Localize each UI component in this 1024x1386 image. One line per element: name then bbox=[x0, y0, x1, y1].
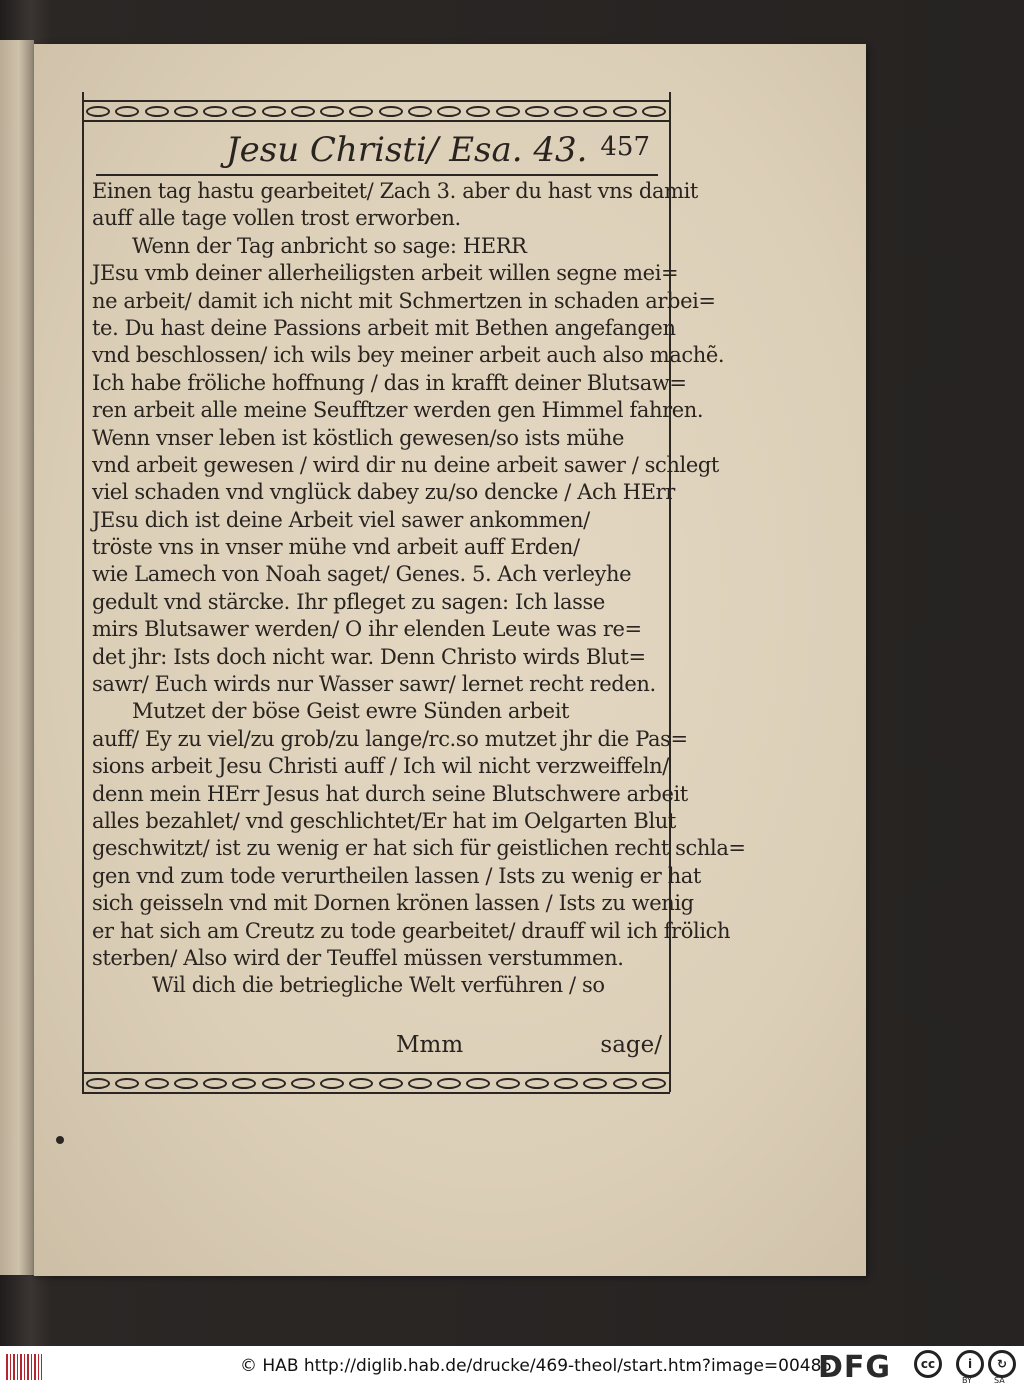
catchword: sage/ bbox=[600, 1032, 662, 1058]
text-line: wie Lamech von Noah saget/ Genes. 5. Ach verleyhe bbox=[92, 562, 632, 587]
page-header bbox=[96, 128, 658, 176]
text-line: geschwitzt/ ist zu wenig er hat sich für geistlichen recht schla= bbox=[92, 836, 746, 861]
dfg-logo: DFG bbox=[818, 1350, 892, 1385]
text-line: Wenn vnser leben ist köstlich gewesen/so ists mühe bbox=[92, 425, 625, 450]
text-line: ren arbeit alle meine Seufftzer werden gen Himmel fahren. bbox=[92, 398, 704, 423]
text-line: mirs Blutsawer werden/ O ihr elenden Leute was re= bbox=[92, 617, 642, 642]
ink-spot bbox=[56, 1136, 64, 1144]
text-line: auff alle tage vollen trost erworben. bbox=[92, 206, 461, 231]
text-line: sterben/ Also wird der Teuffel müssen verstummen. bbox=[92, 945, 624, 970]
text-line: Einen tag hastu gearbeitet/ Zach 3. aber du hast vns damit bbox=[92, 179, 698, 203]
by-label: BY bbox=[962, 1376, 972, 1385]
text-line: er hat sich am Creutz zu tode gearbeitet/ drauff wil ich frölich bbox=[92, 918, 731, 943]
text-line: Mutzet der böse Geist ewre Sünden arbeit bbox=[132, 699, 570, 724]
text-line: tröste vns in vnser mühe vnd arbeit auff Erden/ bbox=[92, 535, 580, 560]
text-line: gen vnd zum tode verurtheilen lassen / Ists zu wenig er hat bbox=[92, 863, 701, 888]
creative-commons-icon: cc bbox=[914, 1350, 942, 1378]
text-line: det jhr: Ists doch nicht war. Denn Christo wirds Blut= bbox=[92, 644, 646, 669]
top-ornament-border bbox=[82, 100, 670, 122]
text-line: gedult vnd stärcke. Ihr pfleget zu sagen: Ich lasse bbox=[92, 589, 605, 614]
text-line: vnd arbeit gewesen / wird dir nu deine arbeit sawer / schlegt bbox=[92, 452, 719, 477]
attribution-icon: i bbox=[956, 1350, 984, 1378]
text-line: vnd beschlossen/ ich wils bey meiner arbeit auch also machẽ. bbox=[92, 343, 725, 368]
text-line: viel schaden vnd vnglück dabey zu/so dencke / Ach HErr bbox=[92, 480, 675, 505]
text-line: JEsu dich ist deine Arbeit viel sawer ankommen/ bbox=[92, 507, 590, 532]
text-line: sions arbeit Jesu Christi auff / Ich wil nicht verzweiffeln/ bbox=[92, 754, 669, 779]
text-line: auff/ Ey zu viel/zu grob/zu lange/rc.so mutzet jhr die Pas= bbox=[92, 726, 688, 751]
barcode-icon bbox=[6, 1354, 42, 1380]
running-head: Jesu Christi/ Esa. 43. bbox=[226, 130, 588, 170]
bottom-ornament-border bbox=[82, 1072, 670, 1094]
text-line: sich geisseln vnd mit Dornen krönen lassen / Ists zu wenig bbox=[92, 891, 694, 916]
catchword-line bbox=[92, 1032, 666, 1062]
text-line: Wenn der Tag anbricht so sage: HERR bbox=[132, 233, 527, 258]
footer-bar bbox=[0, 1346, 1024, 1386]
text-line: alles bezahlet/ vnd geschlichtet/Er hat im Oelgarten Blut bbox=[92, 808, 676, 833]
copyright-link[interactable]: © HAB http://diglib.hab.de/drucke/469-theol/start.htm?image=00485 bbox=[240, 1356, 833, 1376]
text-line: denn mein HErr Jesus hat durch seine Blutschwere arbeit bbox=[92, 781, 688, 806]
page-number: 457 bbox=[600, 132, 650, 162]
share-alike-icon: ↻ bbox=[988, 1350, 1016, 1378]
text-line: Wil dich die betriegliche Welt verführen / so bbox=[152, 973, 605, 998]
text-line: Ich habe fröliche hoffnung / das in krafft deiner Blutsaw= bbox=[92, 370, 687, 395]
sa-label: SA bbox=[994, 1376, 1005, 1385]
text-line: JEsu vmb deiner allerheiligsten arbeit willen segne mei= bbox=[92, 261, 679, 286]
text-line: ne arbeit/ damit ich nicht mit Schmertzen in schaden arbei= bbox=[92, 288, 716, 313]
left-page-edge bbox=[0, 40, 34, 1275]
text-line: te. Du hast deine Passions arbeit mit Bethen angefangen bbox=[92, 315, 676, 340]
text-block bbox=[92, 178, 746, 1000]
signature-mark: Mmm bbox=[396, 1032, 464, 1058]
text-line: sawr/ Euch wirds nur Wasser sawr/ lernet recht reden. bbox=[92, 672, 656, 697]
